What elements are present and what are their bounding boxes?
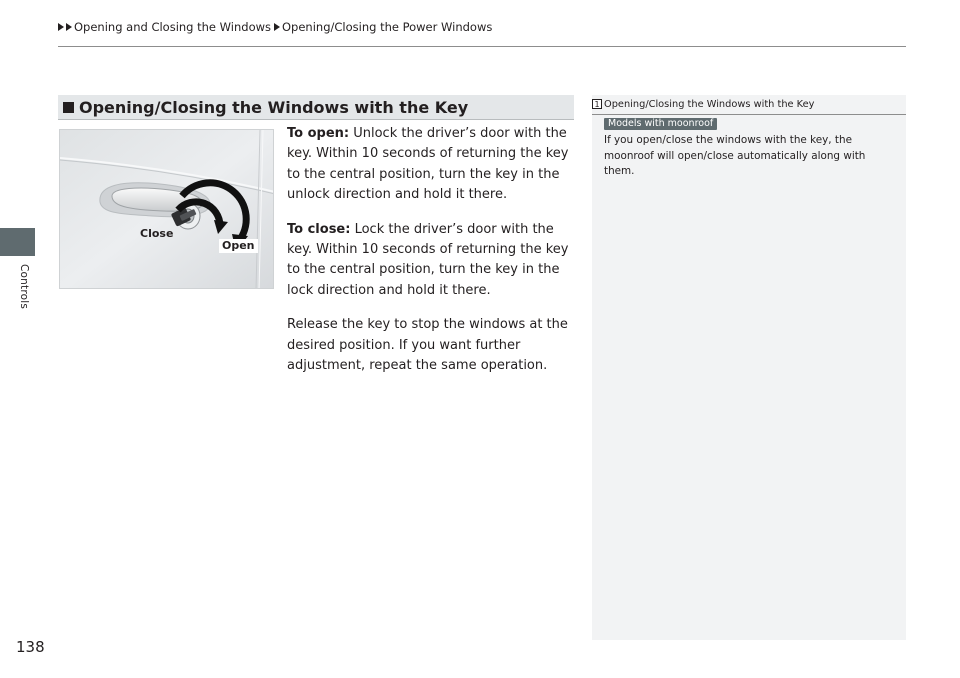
- section-title: Opening/Closing the Windows with the Key: [79, 97, 469, 117]
- door-handle-drawing: [60, 130, 274, 289]
- close-paragraph: [287, 220, 577, 301]
- open-lead: To open:: [287, 126, 350, 141]
- open-paragraph: [287, 124, 577, 205]
- instructions: [287, 124, 577, 376]
- release-paragraph: Release the key to stop the windows at the desired position. If you want further adjustment, repeat the same operation.: [287, 317, 568, 373]
- model-badge: Models with moonroof: [604, 118, 717, 130]
- open-label: Open: [219, 239, 258, 253]
- breadcrumb: [58, 19, 492, 35]
- section-header: [58, 95, 574, 120]
- sidebar-note: [592, 95, 906, 640]
- close-label: Close: [140, 227, 174, 240]
- breadcrumb-item-windows[interactable]: Opening and Closing the Windows: [74, 20, 271, 34]
- chapter-tab: [0, 228, 35, 256]
- note-title: [592, 97, 906, 115]
- section-square-icon: [63, 102, 74, 113]
- chapter-label: Controls: [18, 264, 30, 310]
- header-rule: [58, 46, 906, 47]
- svg-text:1: 1: [594, 100, 600, 109]
- close-text: Lock the driver’s door with the key. Within 10 seconds of returning the key to the central position, turn the key in the lock direction and hold it there.: [287, 221, 569, 298]
- breadcrumb-arrow-icon: [58, 23, 64, 31]
- key-door-illustration: [59, 129, 274, 289]
- note-text: If you open/close the windows with the key, the moonroof will open/close automatically along with them.: [604, 134, 866, 178]
- breadcrumb-arrow-icon: [66, 23, 72, 31]
- reference-mark-icon: [592, 99, 602, 109]
- open-text: Unlock the driver’s door with the key. Within 10 seconds of returning the key to the central position, turn the key in the unlock direction and hold it there.: [287, 126, 569, 202]
- note-title-text: Opening/Closing the Windows with the Key: [604, 98, 815, 110]
- page-number: 138: [16, 638, 45, 656]
- breadcrumb-item-power-windows[interactable]: Opening/Closing the Power Windows: [282, 20, 493, 34]
- close-lead: To close:: [287, 221, 351, 237]
- breadcrumb-arrow-icon: [274, 23, 280, 31]
